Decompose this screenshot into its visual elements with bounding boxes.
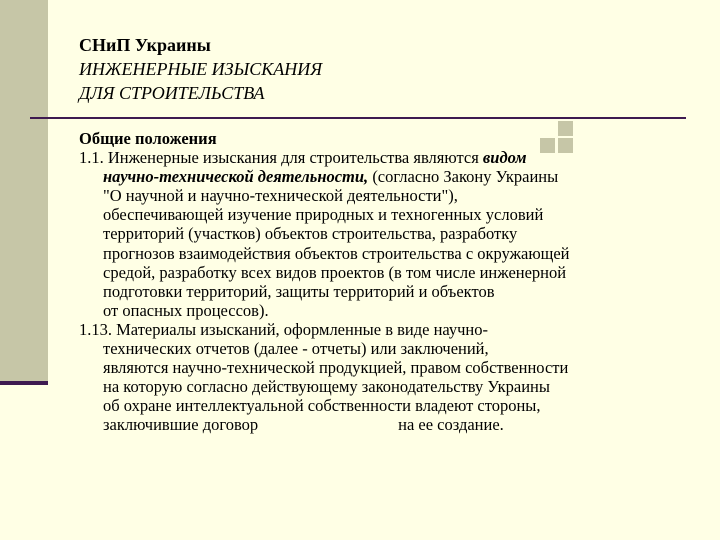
paragraph-1-13	[79, 320, 689, 435]
text-line: подготовки территорий, защиты территорий и объектов	[103, 281, 495, 301]
text-line: на которую согласно действующему законодательству Украины	[103, 377, 550, 397]
text-run-emphasis: видом	[482, 148, 527, 168]
text-line: от опасных процессов).	[103, 300, 269, 320]
decor-side-divider	[0, 381, 48, 385]
slide-body	[79, 129, 689, 435]
text-line: 1.13. Материалы изысканий, оформленные в виде научно-	[79, 319, 489, 339]
title-line-1: СНиП Украины	[79, 35, 211, 55]
title-line-2: ИНЖЕНЕРНЫЕ ИЗЫСКАНИЯ	[79, 59, 323, 79]
slide-title	[79, 33, 322, 105]
text-line	[79, 415, 689, 434]
text-line: являются научно-технической продукцией, правом собственности	[103, 358, 569, 378]
text-run: заключившие договор	[103, 415, 259, 435]
decor-side-bar	[0, 0, 48, 384]
title-divider	[30, 117, 686, 119]
paragraph-1-1	[79, 148, 689, 320]
text-line: территорий (участков) объектов строительства, разработку	[103, 224, 518, 244]
section-heading: Общие положения	[79, 129, 217, 148]
text-line: средой, разработку всех видов проектов (в том числе инженерной	[103, 262, 567, 282]
text-run: на ее создание.	[398, 415, 504, 435]
text-line: об охране интеллектуальной собственности владеют стороны,	[103, 396, 541, 416]
text-run-emphasis: научно-технической деятельности,	[103, 167, 369, 187]
text-line: технических отчетов (далее - отчеты) или заключений,	[103, 339, 489, 359]
text-run: 1.1. Инженерные изыскания для строительства являются	[79, 148, 483, 168]
title-line-3: ДЛЯ СТРОИТЕЛЬСТВА	[79, 83, 265, 103]
text-line: "О научной и научно-технической деятельности"),	[103, 186, 458, 206]
text-line: обеспечивающей изучение природных и техногенных условий	[103, 205, 544, 225]
text-line: прогнозов взаимодействия объектов строительства с окружающей	[103, 243, 570, 263]
text-line	[79, 167, 689, 186]
text-run: (согласно Закону Украины	[368, 167, 559, 187]
text-line	[79, 148, 689, 167]
